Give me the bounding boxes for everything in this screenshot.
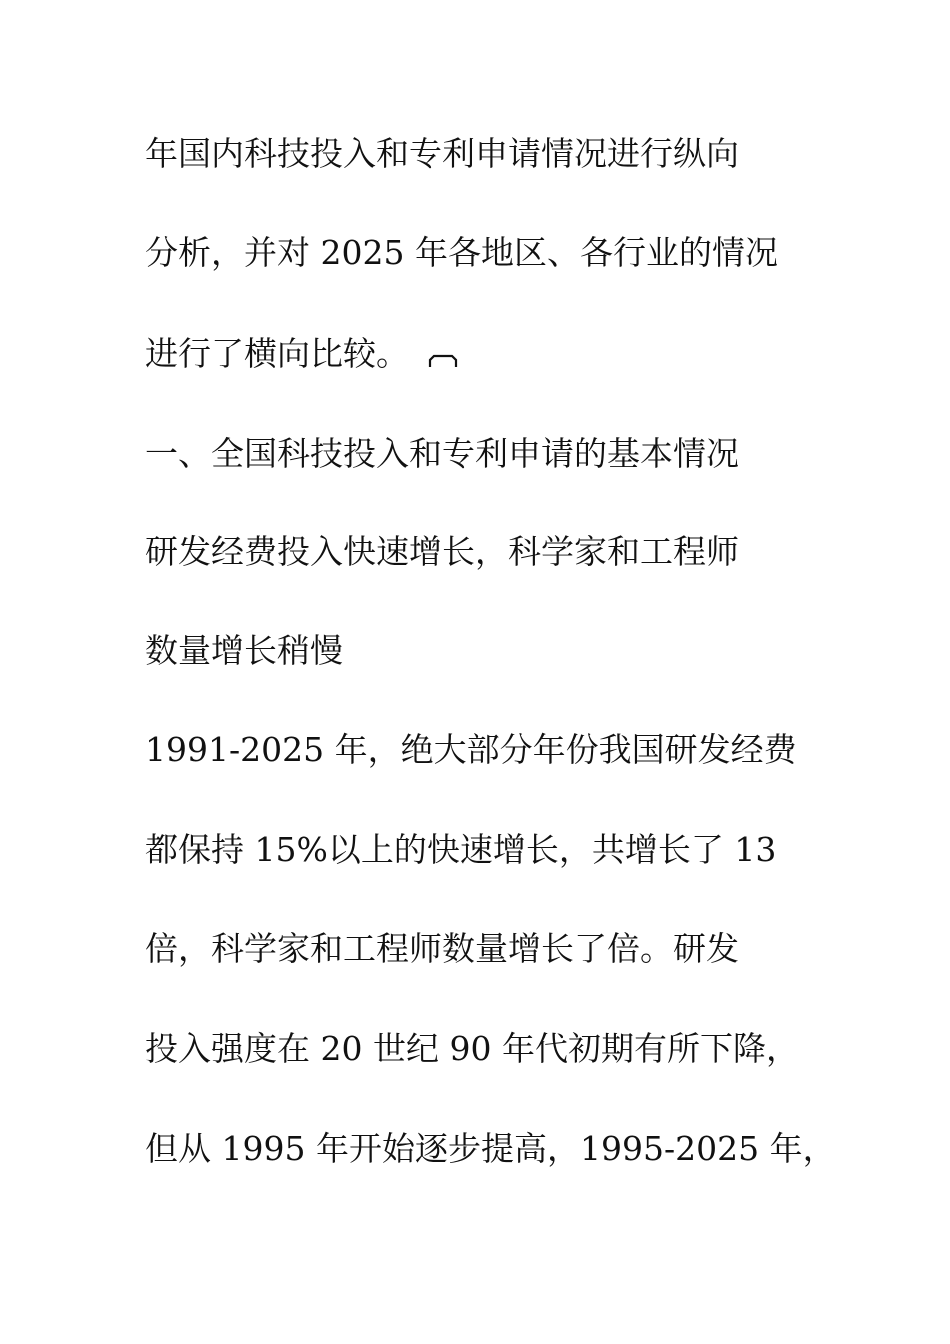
paragraph-line-2: 分析，并对 2025 年各地区、各行业的情况 [145,233,778,272]
paragraph-line-6: 倍，科学家和工程师数量增长了倍。研发 [145,929,739,968]
section-heading: 一、全国科技投入和专利申请的基本情况 [145,434,739,473]
subheading-line-1: 研发经费投入快速增长，科学家和工程师 [145,532,739,571]
paragraph-line-8: 但从 1995 年开始逐步提高，1995-2025 年， [145,1129,836,1168]
subheading-line-2: 数量增长稍慢 [145,631,343,670]
paragraph-line-5: 都保持 15%以上的快速增长，共增长了 13 [145,830,777,869]
paragraph-line-4: 1991-2025 年，绝大部分年份我国研发经费 [145,730,797,769]
paragraph-line-3: 进行了横向比较。 [145,334,409,373]
bracket-mark-icon [428,354,458,368]
paragraph-line-1: 年国内科技投入和专利申请情况进行纵向 [145,134,739,173]
paragraph-line-7: 投入强度在 20 世纪 90 年代初期有所下降， [145,1029,799,1068]
